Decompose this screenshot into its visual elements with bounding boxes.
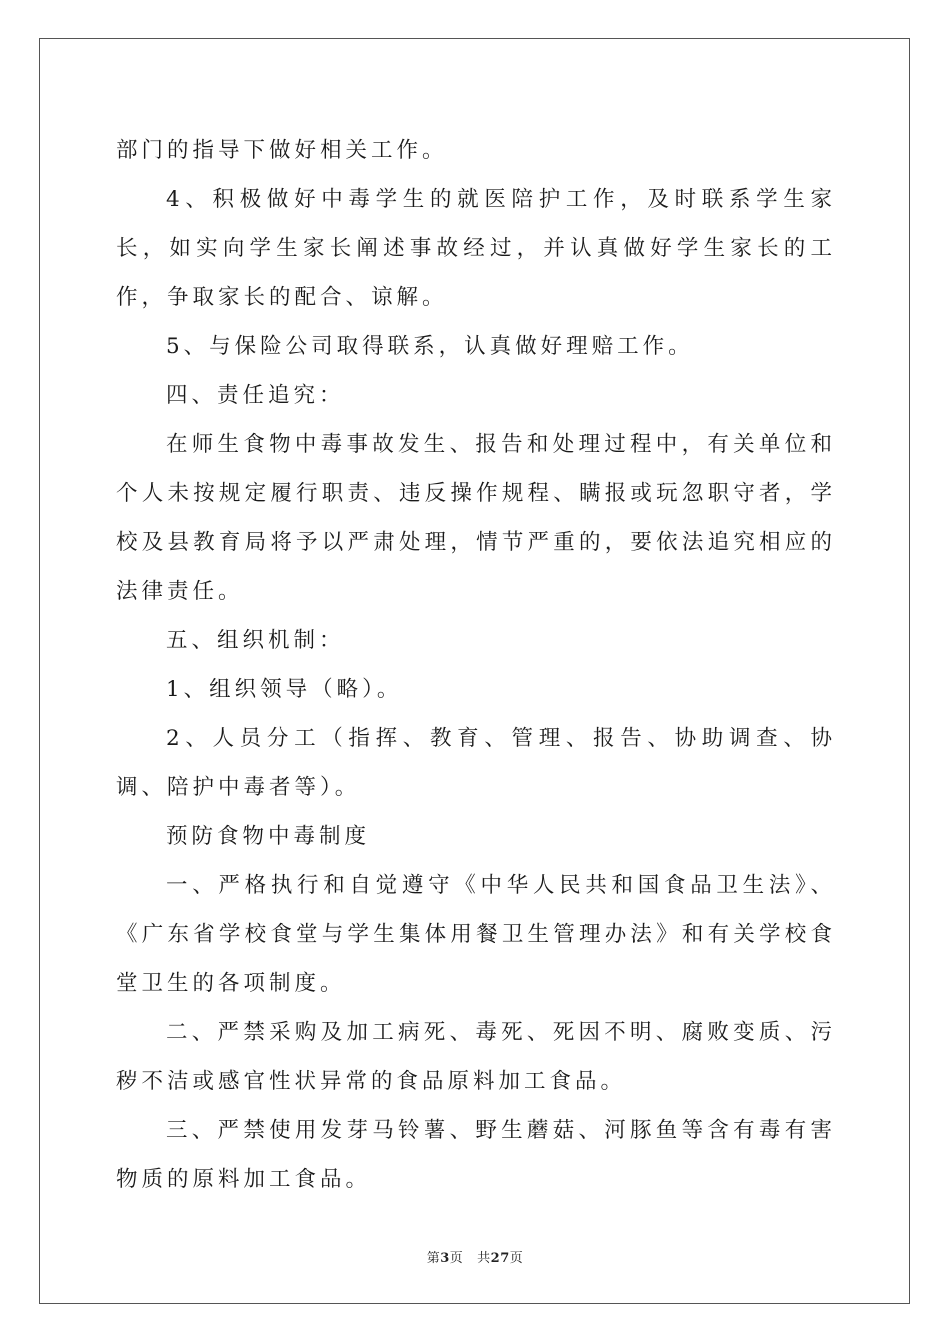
document-subtitle: 预防食物中毒制度 xyxy=(166,824,371,849)
paragraph-5: 在师生食物中毒事故发生、报告和处理过程中，有关单位和个人未按规定履行职责、违反操作规程、瞒报或玩忽职守者，学校及县教育局将予以严肃处理，情节严重的，要依法追究相应的法律责任。 xyxy=(116,432,836,604)
footer-total-pages: 27 xyxy=(490,1251,510,1266)
footer-prefix: 第 xyxy=(426,1251,441,1266)
paragraph-3: 5、与保险公司取得联系，认真做好理赔工作。 xyxy=(166,334,694,359)
paragraph-11: 二、严禁采购及加工病死、毒死、死因不明、腐败变质、污秽不洁或感官性状异常的食品原料加工食品。 xyxy=(116,1020,836,1094)
footer-middle: 页 共 xyxy=(449,1251,491,1266)
paragraph-7: 1、组织领导（略）。 xyxy=(166,677,403,702)
paragraph-10: 一、严格执行和自觉遵守《中华人民共和国食品卫生法》、《广东省学校食堂与学生集体用餐卫生管理办法》和有关学校食堂卫生的各项制度。 xyxy=(116,873,836,996)
paragraph-12: 三、严禁使用发芽马铃薯、野生蘑菇、河豚鱼等含有毒有害物质的原料加工食品。 xyxy=(116,1118,836,1192)
section-heading-4: 四、责任追究： xyxy=(166,383,345,408)
section-heading-5: 五、组织机制： xyxy=(166,628,345,653)
footer-page-number: 3 xyxy=(440,1251,450,1266)
paragraph-1: 部门的指导下做好相关工作。 xyxy=(116,138,448,163)
page-footer xyxy=(0,1247,950,1266)
footer-suffix: 页 xyxy=(509,1251,524,1266)
paragraph-8: 2、人员分工（指挥、教育、管理、报告、协助调查、协调、陪护中毒者等）。 xyxy=(116,726,836,800)
document-body xyxy=(116,126,836,1204)
paragraph-2: 4、积极做好中毒学生的就医陪护工作，及时联系学生家长，如实向学生家长阐述事故经过，并认真做好学生家长的工作，争取家长的配合、谅解。 xyxy=(116,187,836,310)
